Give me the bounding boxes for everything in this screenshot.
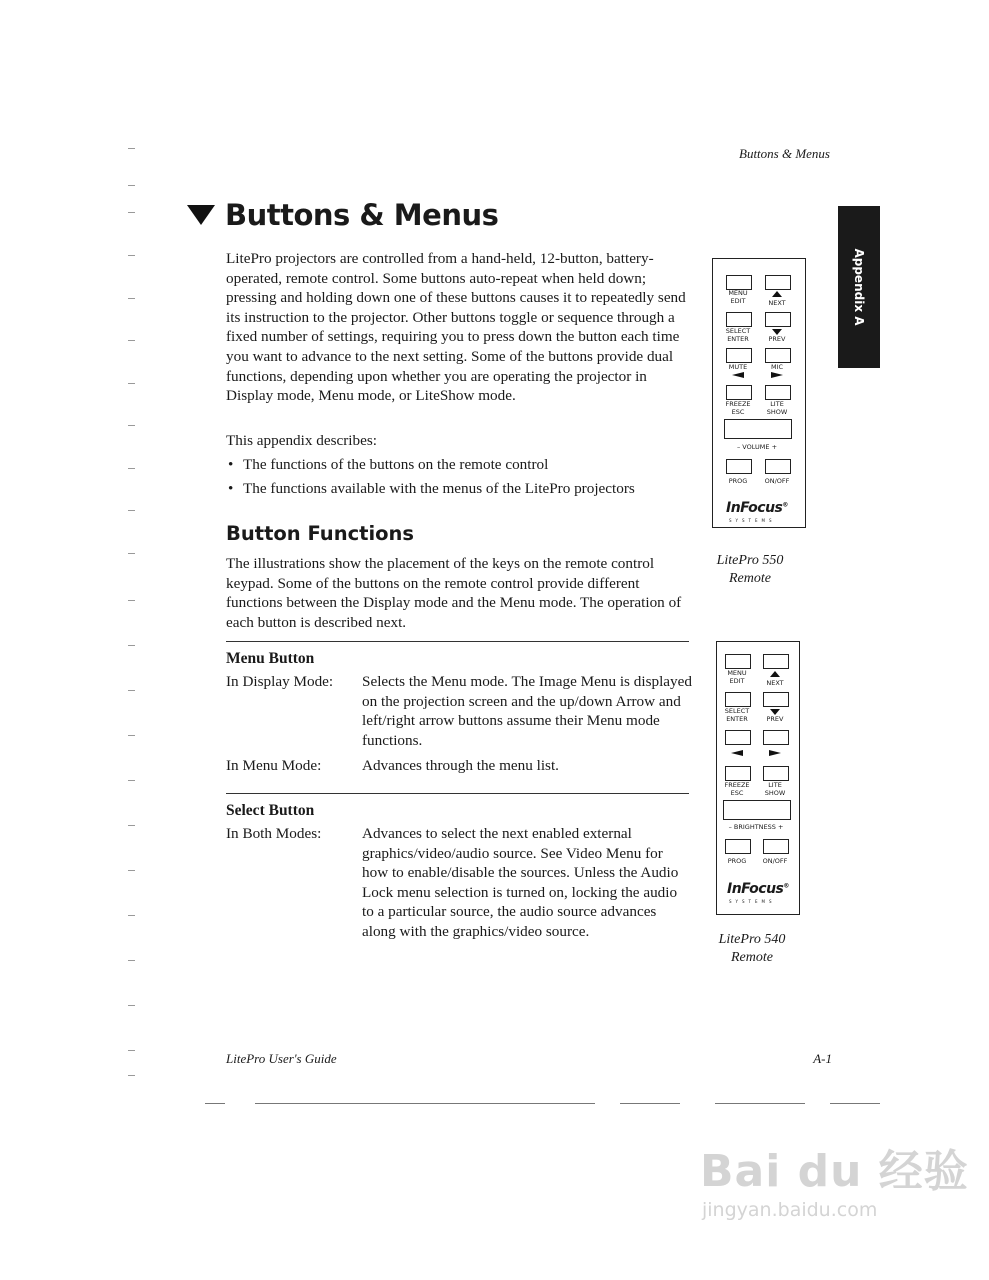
systems-wordmark: SYSTEMS [729,518,776,523]
margin-mark [128,340,135,341]
scan-line [830,1103,880,1104]
intro-paragraph: LitePro projectors are controlled from a hand-held, 12-button, battery-operated, remote control. Some buttons auto-repeat when held down; pressing and holding down one of these buttons causes it to repeatedly send its instruction to the projector. Other buttons toggle or sequence through a fixed number of settings, requiring you to press down the button each time you want to advance to the next setting. Some of the buttons provide dual functions, depending upon whether you are operating the projector in Display mode, Menu mode, or LiteShow mode. [226,250,686,405]
remote-key [763,654,789,669]
margin-mark [128,870,135,871]
remote-label: MENU EDIT [727,669,747,685]
remote-key [725,730,751,745]
remote-label: PROG [728,477,748,485]
up-arrow-icon [770,671,780,677]
remote-550-caption: LitePro 550 Remote [716,553,784,586]
margin-mark [128,553,135,554]
margin-mark [128,690,135,691]
button-functions-heading: Button Functions [226,522,415,545]
remote-label: LITE SHOW [766,400,788,416]
section-title-row [187,198,498,232]
display-mode-desc: Selects the Menu mode. The Image Menu is displayed on the projection screen and the up/down Arrow and left/right arrow buttons assume their Menu mode functions. [362,673,692,749]
margin-mark [128,255,135,256]
menu-button-title: Menu Button [226,650,315,667]
margin-mark [128,383,135,384]
remote-key [725,766,751,781]
margin-mark [128,1050,135,1051]
remote-label: – VOLUME + [736,443,778,451]
scan-line [255,1103,595,1104]
page-number: A-1 [813,1051,832,1066]
running-head: Buttons & Menus [739,146,830,161]
remote-key [726,312,752,327]
remote-label: – BRIGHTNESS + [728,823,784,831]
right-arrow-icon [771,372,783,378]
remote-key [765,312,791,327]
remote-key [726,275,752,290]
both-modes-term: In Both Modes: [226,825,322,842]
remote-key-wide [724,419,792,439]
remote-key [763,730,789,745]
margin-mark [128,185,135,186]
remote-540-illustration [716,641,800,915]
left-arrow-icon [732,372,744,378]
both-modes-desc: Advances to select the next enabled external graphics/video/audio source. See Video Menu for how to enable/disable the sources. Unless the Audio Lock menu selection is turned on, locking the audio to a particular source, the audio source advances along with the graphics/video source. [362,825,679,940]
remote-key [763,839,789,854]
up-arrow-icon [772,291,782,297]
display-mode-term: In Display Mode: [226,673,334,690]
select-button-title: Select Button [226,802,315,819]
bullet-list [226,455,696,502]
remote-key [726,348,752,363]
margin-mark [128,425,135,426]
margin-mark [128,298,135,299]
menu-mode-term: In Menu Mode: [226,757,322,774]
remote-label: PROG [727,857,747,865]
remote-key [726,385,752,400]
remote-label: SELECT ENTER [724,707,750,723]
remote-550-illustration [712,258,806,528]
infocus-logo: InFocus® [726,500,788,516]
margin-mark [128,510,135,511]
margin-mark [128,915,135,916]
page-title: Buttons & Menus [225,198,499,232]
remote-label: FREEZE ESC [724,781,750,797]
margin-mark [128,600,135,601]
remote-key [763,692,789,707]
remote-key [765,385,791,400]
margin-mark [128,960,135,961]
scan-line [205,1103,225,1104]
margin-mark [128,212,135,213]
infocus-logo: InFocus® [727,881,789,897]
margin-mark [128,825,135,826]
remote-label: ON/OFF [764,477,790,485]
remote-label: NEXT [766,679,784,687]
remote-label: LITE SHOW [764,781,786,797]
watermark-main: Bai du 经验 [700,1146,969,1197]
remote-label: SELECT ENTER [725,327,751,343]
remote-key [726,459,752,474]
describes-line: This appendix describes: [226,432,377,449]
divider [226,641,689,642]
remote-key-wide [723,800,791,820]
margin-mark [128,148,135,149]
remote-label: PREV [768,335,786,343]
remote-label: MIC [770,363,784,371]
systems-wordmark: SYSTEMS [729,899,776,904]
remote-key [763,766,789,781]
remote-key [725,692,751,707]
margin-mark [128,1005,135,1006]
remote-label: ON/OFF [762,857,788,865]
remote-key [765,459,791,474]
remote-label: MENU EDIT [728,289,748,305]
scan-line [715,1103,805,1104]
list-item: • The functions available with the menus of the LitePro projectors [226,479,696,499]
remote-key [725,839,751,854]
remote-label: FREEZE ESC [725,400,751,416]
left-arrow-icon [731,750,743,756]
right-arrow-icon [769,750,781,756]
margin-mark [128,780,135,781]
triangle-bullet-icon [187,205,215,225]
scan-line [620,1103,680,1104]
remote-label: NEXT [768,299,786,307]
remote-540-caption: LitePro 540 Remote [718,932,786,965]
remote-label: PREV [766,715,784,723]
appendix-tab [838,206,880,368]
baidu-watermark [700,1135,969,1221]
divider [226,793,689,794]
remote-key [725,654,751,669]
footer-guide-title: LitePro User's Guide [226,1051,337,1066]
remote-key [765,275,791,290]
menu-mode-desc: Advances through the menu list. [362,757,559,774]
remote-key [765,348,791,363]
margin-mark [128,468,135,469]
margin-mark [128,1075,135,1076]
remote-label: MUTE [728,363,748,371]
appendix-label: Appendix A [852,248,866,326]
button-functions-paragraph: The illustrations show the placement of the keys on the remote control keypad. Some of the buttons on the remote control provide different functions between the Display mode and the Menu mode. The operation of each button is described next. [226,555,682,631]
watermark-url: jingyan.baidu.com [702,1199,878,1221]
margin-mark [128,645,135,646]
list-item: • The functions of the buttons on the remote control [226,455,696,475]
margin-mark [128,735,135,736]
